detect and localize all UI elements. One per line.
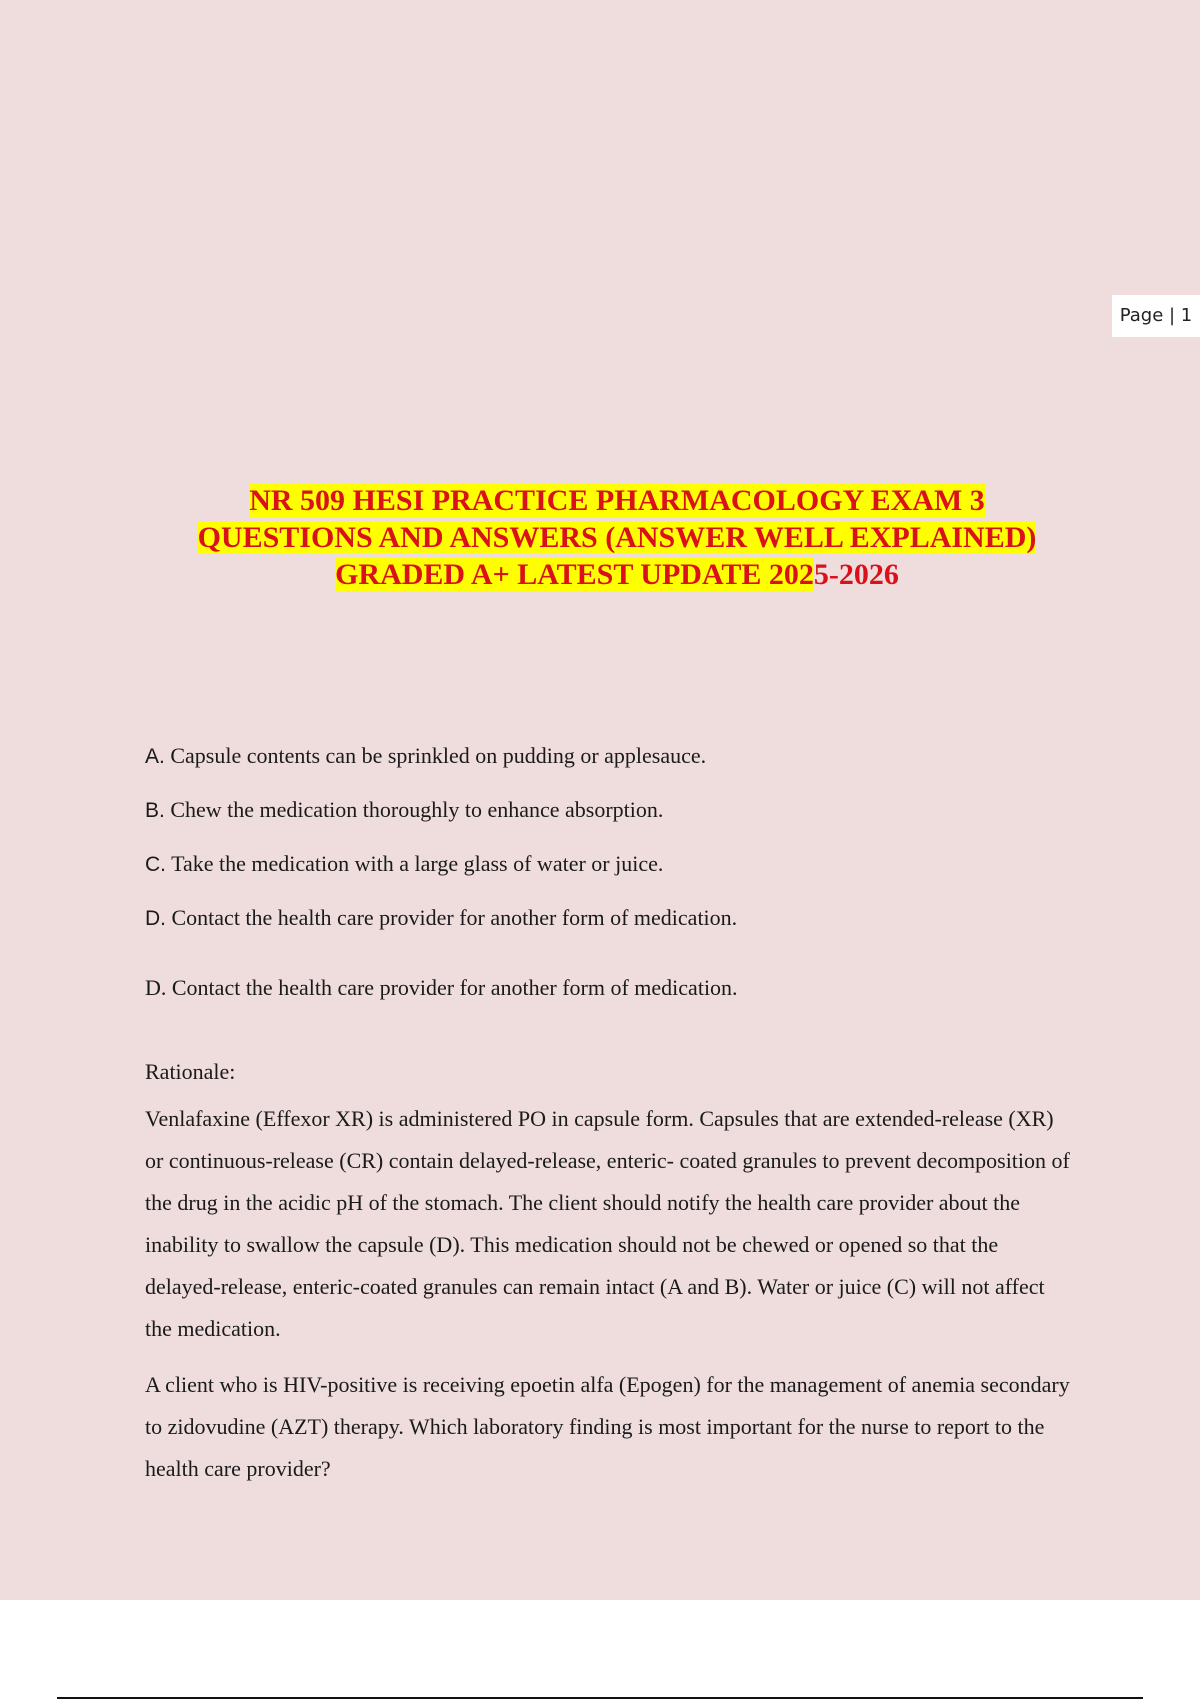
title-line-2-text: QUESTIONS AND ANSWERS (ANSWER WELL EXPLAINED) — [197, 521, 1037, 554]
title-line-1-text: NR 509 HESI PRACTICE PHARMACOLOGY EXAM 3 — [249, 484, 985, 517]
option-c — [145, 848, 1105, 880]
title-line-3-rest: 5-2026 — [813, 558, 899, 591]
answer-options — [145, 740, 1105, 956]
option-a — [145, 740, 1105, 772]
title-line-2 — [0, 519, 1200, 556]
option-d — [145, 902, 1105, 934]
title-line-1 — [0, 482, 1200, 519]
option-letter: B. — [145, 799, 165, 822]
rationale-text: Venlafaxine (Effexor XR) is administered PO in capsule form. Capsules that are extended-release (XR) or continuous-release (CR) contain delayed-release, enteric- coated granules to prevent decomposition of the drug in the acidic pH of the stomach. The client should notify the health care provider about the inability to swallow the capsule (D). This medication should not be chewed or opened so that the delayed-release, enteric-coated granules can remain intact (A and B). Water or juice (C) will not affect the medication. — [145, 1106, 1070, 1341]
option-letter: A. — [145, 745, 165, 768]
document-title — [0, 482, 1200, 593]
title-line-3-highlighted: GRADED A+ LATEST UPDATE 202 — [335, 558, 814, 591]
next-question-text: A client who is HIV-positive is receiving epoetin alfa (Epogen) for the management of anemia secondary to zidovudine (AZT) therapy. Which laboratory finding is most important for the nurse to report to the health care provider? — [145, 1372, 1070, 1481]
footer-divider — [57, 1697, 1143, 1699]
page-number: Page | 1 — [1112, 295, 1200, 337]
option-text: Chew the medication thoroughly to enhance absorption. — [170, 797, 664, 822]
option-b — [145, 794, 1105, 826]
correct-answer: D. Contact the health care provider for another form of medication. — [145, 975, 738, 1000]
rationale-label: Rationale: — [145, 1059, 236, 1084]
option-text: Contact the health care provider for another form of medication. — [171, 905, 738, 930]
title-line-3 — [0, 556, 1200, 593]
option-text: Capsule contents can be sprinkled on pudding or applesauce. — [170, 743, 707, 768]
option-letter: D. — [145, 907, 166, 930]
option-letter: C. — [145, 853, 166, 876]
option-text: Take the medication with a large glass of water or juice. — [171, 851, 664, 876]
